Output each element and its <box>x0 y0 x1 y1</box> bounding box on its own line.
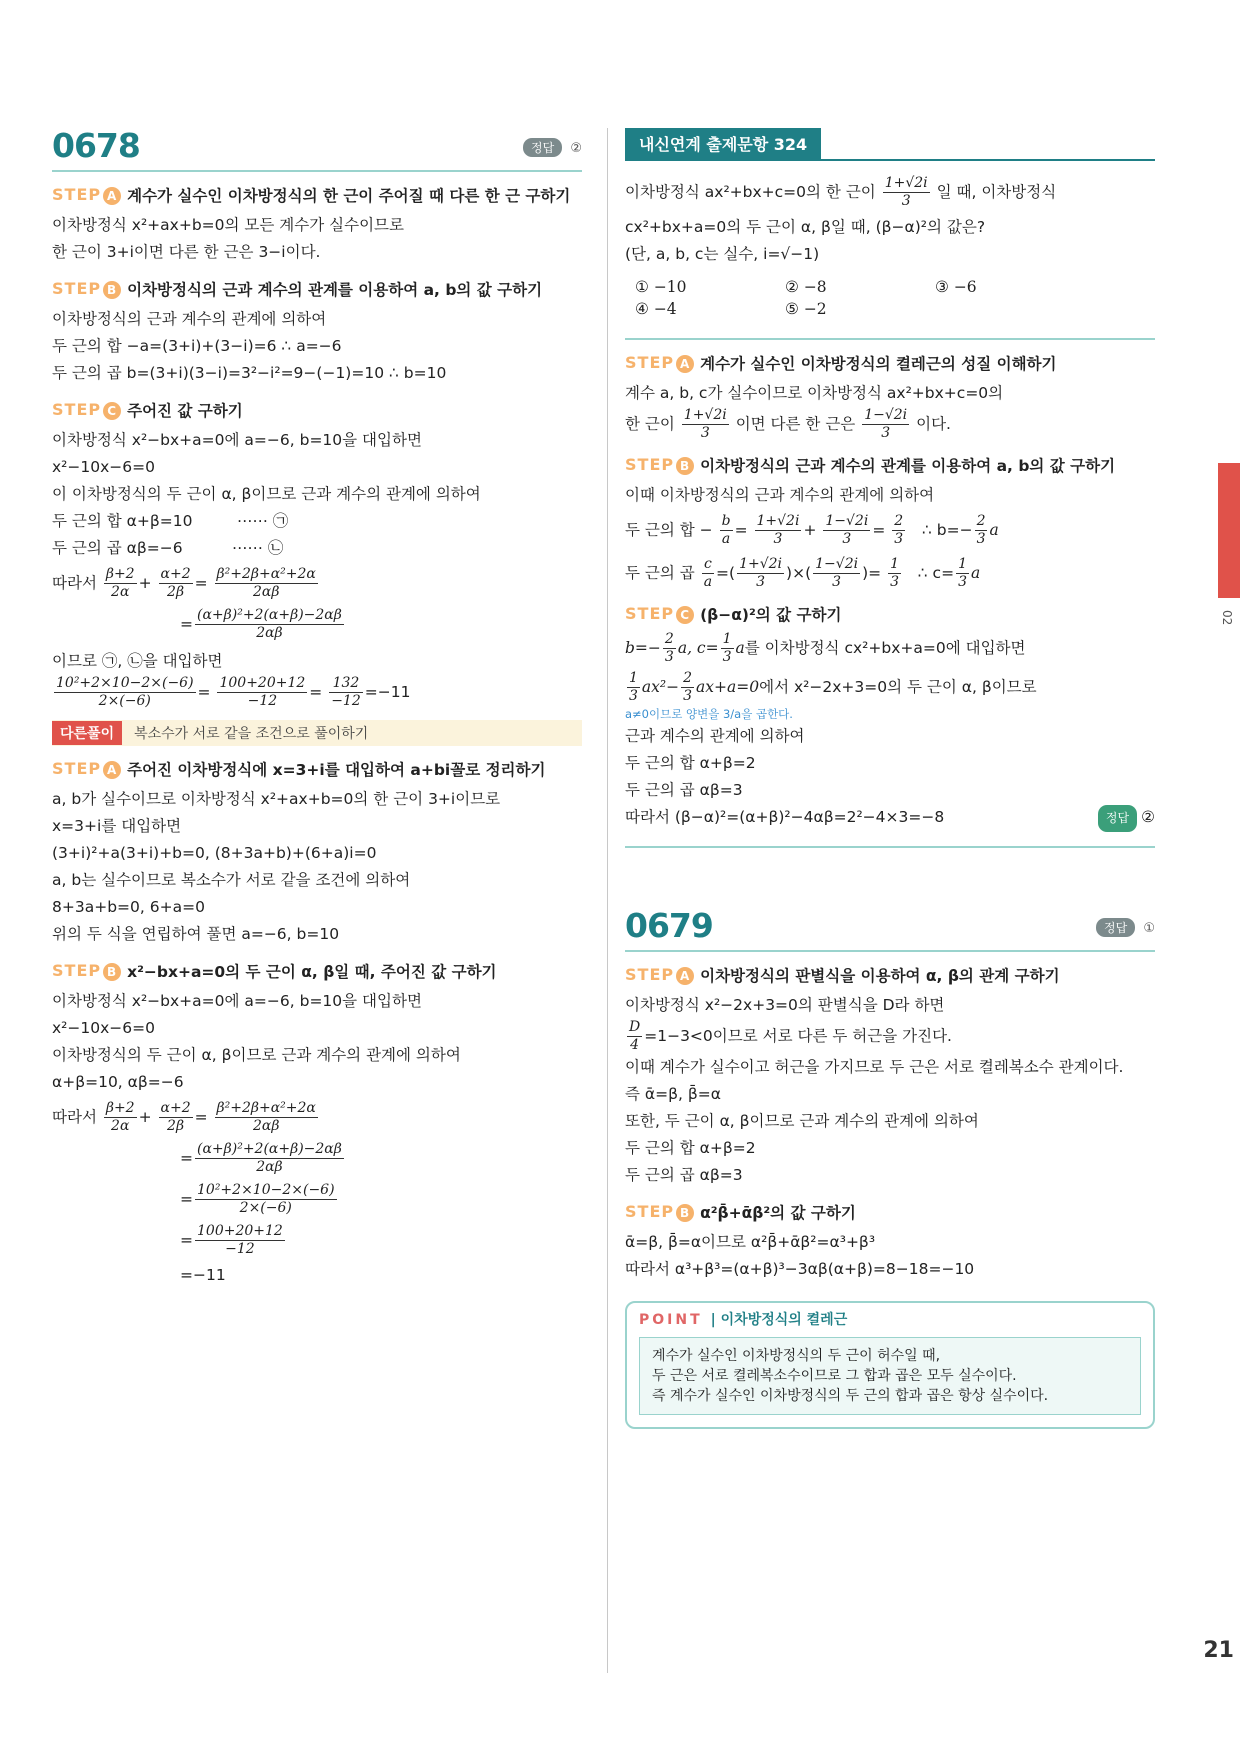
text-line: 두 근의 합 α+β=2 <box>625 754 756 772</box>
step-title: 이차방정식의 근과 계수의 관계를 이용하여 a, b의 값 구하기 <box>700 457 1116 475</box>
text-line: 따라서 α³+β³=(α+β)³−3αβ(α+β)=8−18=−10 <box>625 1260 975 1278</box>
left-column <box>52 128 582 1289</box>
step-label: STEP A <box>625 965 694 985</box>
equation-line: = $\frac{\text{(α+β)²+2(α+β)−2αβ}}{2\alpha\beta}$ <box>180 1141 342 1175</box>
page-number: 21 <box>1203 1638 1234 1663</box>
step-b-header <box>52 278 582 300</box>
equation-line: $\frac{D}{4}$ =1−3<0이므로 서로 다른 두 허근을 가진다. <box>629 1019 952 1053</box>
text-line: 근과 계수의 관계에 의하여 <box>625 727 805 745</box>
answer-choices <box>635 278 1155 318</box>
step-label: STEP B <box>625 455 694 475</box>
related-tag: 내신연계 출제문항 324 <box>625 128 821 159</box>
text-line: x=3+i를 대입하면 <box>52 817 182 835</box>
step-label: STEP B <box>625 1202 694 1222</box>
step-label: STEP C <box>625 604 694 624</box>
note-text: a≠0이므로 양변을 3/a을 곱한다. <box>625 707 793 721</box>
step-title: 계수가 실수인 이차방정식의 한 근이 주어질 때 다른 한 근 구하기 <box>127 187 571 205</box>
alternate-solution-banner <box>52 720 582 746</box>
text-line: 위의 두 식을 연립하여 풀면 a=−6, b=10 <box>52 925 340 943</box>
text-line: x²−10x−6=0 <box>52 458 155 476</box>
question-line: (단, a, b, c는 실수, i=√−1) <box>625 245 820 263</box>
step-title: 이차방정식의 판별식을 이용하여 α, β의 관계 구하기 <box>700 967 1060 985</box>
answer-label: 정답 <box>523 138 562 157</box>
step-a-header <box>625 352 1155 374</box>
equation-line: 두 근의 곱 $\frac{c}{a}$ =( $\frac{1+√2i}{3}$ )×( $\frac{1-√2i}{3}$ )= $\frac{1}{3}$ ∴ c= $\frac{1}{3}$ a <box>625 556 981 590</box>
answer-value: ① <box>1143 921 1155 936</box>
step-c-header <box>52 399 582 421</box>
chapter-side-tab <box>1218 463 1240 598</box>
choice-2[interactable]: ② −8 <box>785 278 827 296</box>
text-line: 이차방정식 x²−bx+a=0에 a=−6, b=10을 대입하면 <box>52 431 422 449</box>
text-line: 두 근의 곱 αβ=3 <box>625 781 743 799</box>
text-line: x²−10x−6=0 <box>52 1019 155 1037</box>
text-line: 즉 ᾱ=β, β̄=α <box>625 1085 721 1103</box>
alt-text: 복소수가 서로 같을 조건으로 풀이하기 <box>134 726 369 742</box>
point-box <box>625 1301 1155 1429</box>
step-title: 이차방정식의 근과 계수의 관계를 이용하여 a, b의 값 구하기 <box>127 281 543 299</box>
equation-line: 따라서 $\frac{\beta+2}{2\alpha}$ + $\frac{\alpha+2}{2\beta}$ = $\frac{\text{β²+2β+α²+2α}}{2\alpha\beta}$ <box>52 566 316 600</box>
answer-badge <box>523 138 582 157</box>
equation-line: 한 근이 $\frac{1+√2i}{3}$ 이면 다른 한 근은 $\frac{1-√2i}{3}$ 이다. <box>625 407 951 441</box>
text-line: α+β=10, αβ=−6 <box>52 1073 184 1091</box>
equation-line: 두 근의 합 − $\frac{b}{a}$ = $\frac{1+√2i}{3}$ + $\frac{1-√2i}{3}$ = $\frac{2}{3}$ ∴ b=− $\frac{2}{3}$ a <box>625 513 999 547</box>
step-b-header <box>625 1201 1155 1223</box>
step-b2-header <box>52 960 582 982</box>
text-line: 두 근의 합 α+β=10 ⋯⋯ ㉠ <box>52 512 289 530</box>
text-line: 이므로 ㉠, ㉡을 대입하면 <box>52 652 223 670</box>
equation-line: $\frac{1}{3}$ ax²− $\frac{2}{3}$ ax+a=0에서 x²−2x+3=0의 두 근이 α, β이므로 <box>629 670 1037 704</box>
equation-line: 따라서 $\frac{\beta+2}{2\alpha}$ + $\frac{\alpha+2}{2\beta}$ = $\frac{\text{β²+2β+α²+2α}}{2\alpha\beta}$ <box>52 1100 316 1134</box>
problem-header-0679 <box>625 908 1155 952</box>
text-line: 이때 이차방정식의 근과 계수의 관계에 의하여 <box>625 486 935 504</box>
separator <box>625 338 1155 340</box>
text-line: ᾱ=β, β̄=α이므로 α²β̄+ᾱβ²=α³+β³ <box>625 1233 876 1251</box>
step-label: STEP A <box>625 353 694 373</box>
step-c-header <box>625 603 1155 625</box>
text-line: 이 이차방정식의 두 근이 α, β이므로 근과 계수의 관계에 의하여 <box>52 485 481 503</box>
step-title: (β−α)²의 값 구하기 <box>700 606 842 624</box>
text-line: 한 근이 3+i이면 다른 한 근은 3−i이다. <box>52 243 321 261</box>
text-line: 이때 계수가 실수이고 허근을 가지므로 두 근은 서로 켤레복소수 관계이다. <box>625 1058 1124 1076</box>
text-line: 이차방정식 x²−2x+3=0의 판별식을 D라 하면 <box>625 996 945 1014</box>
step-a-header <box>625 964 1155 986</box>
equation-line: = $\frac{\text{(α+β)²+2(α+β)−2αβ}}{2\alpha\beta}$ <box>180 607 342 641</box>
step-label: STEP C <box>52 400 121 420</box>
point-body: 계수가 실수인 이차방정식의 두 근이 허수일 때, 두 근은 서로 켤레복소수이므로 그 합과 곱은 모두 실수이다. 즉 계수가 실수인 이차방정식의 두 근의 합과 곱은 항상 실수이다. <box>639 1337 1141 1415</box>
step-b-header <box>625 454 1155 476</box>
problem-number: 0678 <box>52 126 140 165</box>
side-text: 02 <box>1220 610 1234 626</box>
question-line: cx²+bx+a=0의 두 근이 α, β일 때, (β−α)²의 값은? <box>625 218 986 236</box>
step-label: STEP A <box>52 185 121 205</box>
text-line: 이차방정식의 근과 계수의 관계에 의하여 <box>52 310 327 328</box>
equation-line: b=− $\frac{2}{3}$ a, c= $\frac{1}{3}$ a를 이차방정식 cx²+bx+a=0에 대입하면 <box>625 631 1026 665</box>
answer-badge <box>1096 918 1155 937</box>
column-divider <box>607 128 608 1673</box>
text-line: 두 근의 곱 αβ=−6 ⋯⋯ ㉡ <box>52 539 284 557</box>
text-line: 이차방정식 x²+ax+b=0의 모든 계수가 실수이므로 <box>52 216 404 234</box>
answer-label: 정답 <box>1096 918 1135 937</box>
text-line: a, b는 실수이므로 복소수가 서로 같을 조건에 의하여 <box>52 871 411 889</box>
text-line: 계수 a, b, c가 실수이므로 이차방정식 ax²+bx+c=0의 <box>625 384 1004 402</box>
choice-5[interactable]: ⑤ −2 <box>785 300 827 318</box>
step-label: STEP B <box>52 961 121 981</box>
step-title: 계수가 실수인 이차방정식의 켤레근의 성질 이해하기 <box>700 355 1057 373</box>
equation-line: = $\frac{100+20+12}{-12}$ <box>180 1223 283 1257</box>
text-line: 또한, 두 근이 α, β이므로 근과 계수의 관계에 의하여 <box>625 1112 979 1130</box>
choice-4[interactable]: ④ −4 <box>635 300 677 318</box>
step-title: 주어진 값 구하기 <box>127 402 243 420</box>
text-line: 두 근의 합 −a=(3+i)+(3−i)=6 ∴ a=−6 <box>52 337 342 355</box>
answer-value: ② <box>570 141 582 156</box>
step-title: α²β̄+ᾱβ²의 값 구하기 <box>700 1204 856 1222</box>
problem-header-0678 <box>52 128 582 172</box>
step-title: x²−bx+a=0의 두 근이 α, β일 때, 주어진 값 구하기 <box>127 963 497 981</box>
question-line: 이차방정식 ax²+bx+c=0의 한 근이 $\frac{1+√2i}{3}$ 일 때, 이차방정식 <box>625 175 1057 209</box>
text-line: 두 근의 곱 b=(3+i)(3−i)=3²−i²=9−(−1)=10 ∴ b=10 <box>52 364 447 382</box>
choice-3[interactable]: ③ −6 <box>935 278 977 296</box>
alt-tag: 다른풀이 <box>52 721 122 745</box>
step-label: STEP B <box>52 279 121 299</box>
answer-badge: 정답 ② <box>1098 804 1155 832</box>
equation-line: $\frac{\text{10²+2×10−2×(−6)}}{2\times(-6)}$ = $\frac{100+20+12}{-12}$ = $\frac{132}{-12}$ =−11 <box>56 675 411 709</box>
right-column <box>625 128 1155 1429</box>
point-header: POINT | 이차방정식의 켤레근 <box>639 1312 848 1328</box>
step-a-header <box>52 184 582 206</box>
text-line: 이차방정식 x²−bx+a=0에 a=−6, b=10을 대입하면 <box>52 992 422 1010</box>
problem-number: 0679 <box>625 906 713 945</box>
final-line: 따라서 (β−α)²=(α+β)²−4αβ=2²−4×3=−8 정답 ② <box>625 804 1155 832</box>
step-label: STEP A <box>52 759 121 779</box>
text-line: (3+i)²+a(3+i)+b=0, (8+3a+b)+(6+a)i=0 <box>52 844 377 862</box>
step-a2-header <box>52 758 582 780</box>
related-problem-header <box>625 128 1155 161</box>
separator <box>625 846 1155 848</box>
equation-line: =−11 <box>180 1266 226 1284</box>
equation-line: = $\frac{\text{10²+2×10−2×(−6)}}{2\times(-6)}$ <box>180 1182 335 1216</box>
step-title: 주어진 이차방정식에 x=3+i를 대입하여 a+bi꼴로 정리하기 <box>127 761 546 779</box>
text-line: 8+3a+b=0, 6+a=0 <box>52 898 205 916</box>
choice-1[interactable]: ① −10 <box>635 278 687 296</box>
text-line: a, b가 실수이므로 이차방정식 x²+ax+b=0의 한 근이 3+i이므로 <box>52 790 501 808</box>
text-line: 이차방정식의 두 근이 α, β이므로 근과 계수의 관계에 의하여 <box>52 1046 461 1064</box>
text-line: 두 근의 합 α+β=2 <box>625 1139 756 1157</box>
text-line: 두 근의 곱 αβ=3 <box>625 1166 743 1184</box>
